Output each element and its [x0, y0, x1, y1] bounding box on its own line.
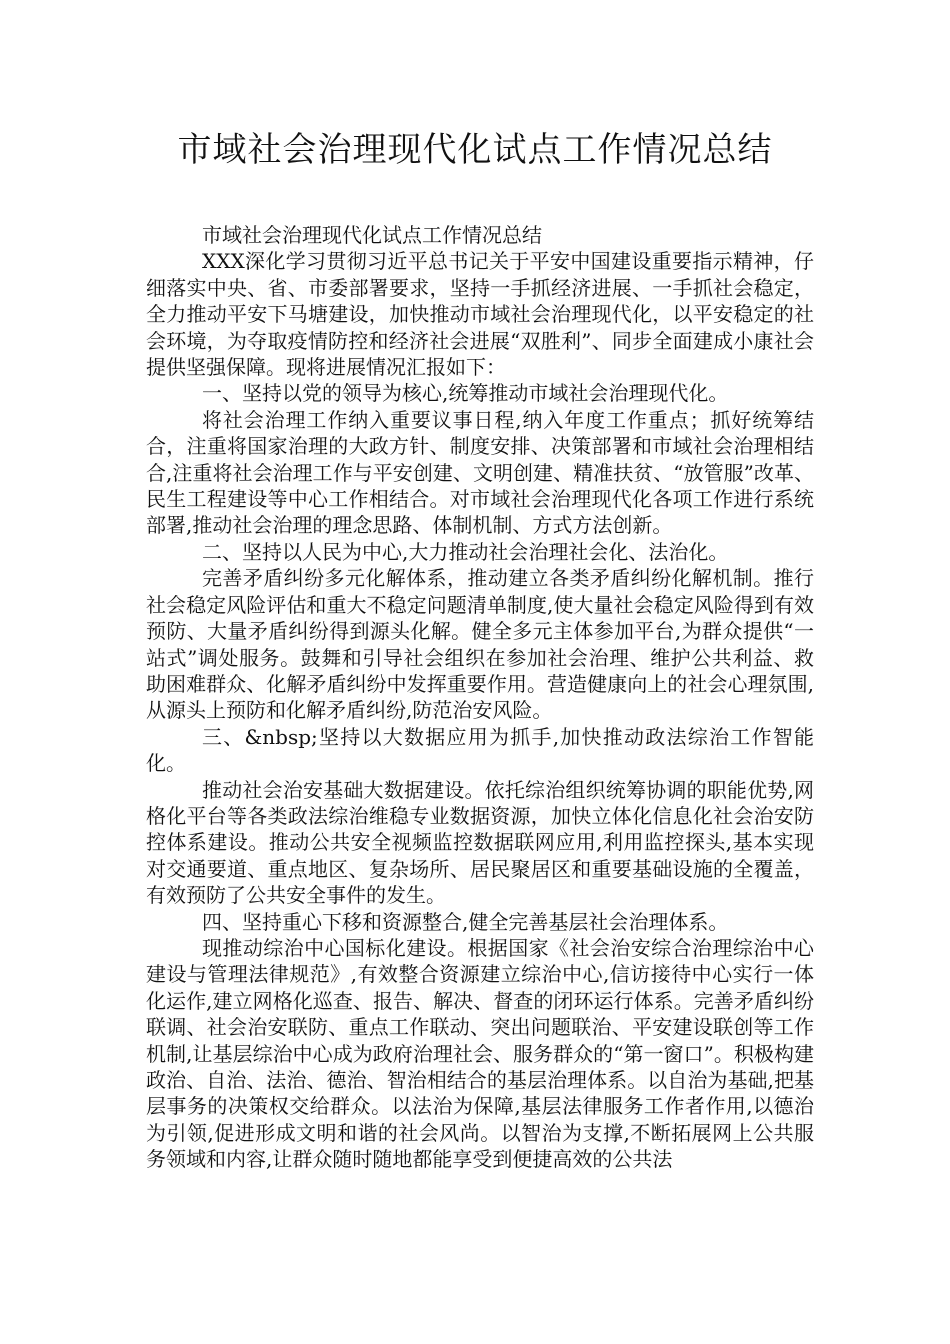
document-body	[146, 222, 814, 1173]
section-heading-2: 二、坚持以人民为中心,大力推动社会治理社会化、法治化。	[202, 539, 729, 564]
paragraph-section-3: 推动社会治安基础大数据建设。依托综治组织统筹协调的职能优势,网格化平台等各类政法综治维稳专业数据资源，加快立体化信息化社会治安防控体系建设。推动公共安全视频监控数据联网应用,利用监控探头,基本实现对交通要道、重点地区、复杂场所、居民聚居区和重要基础设施的全覆盖，有效预防了公共安全事件的发生。	[146, 777, 814, 908]
paragraph-intro: XXX深化学习贯彻习近平总书记关于平安中国建设重要指示精神，仔细落实中央、省、市委部署要求，坚持一手抓经济进展、一手抓社会稳定，全力推动平安下马塘建设，加快推动市域社会治理现代化，以平安稳定的社会环境，为夺取疫情防控和经济社会进展“双胜利”、同步全面建成小康社会提供坚强保障。现将进展情况汇报如下：	[146, 249, 814, 380]
section-heading-4: 四、坚持重心下移和资源整合,健全完善基层社会治理体系。	[202, 909, 729, 934]
paragraph-section-1: 将社会治理工作纳入重要议事日程,纳入年度工作重点；抓好统筹结合，注重将国家治理的大政方针、制度安排、决策部署和市域社会治理相结合,注重将社会治理工作与平安创建、文明创建、精准扶贫、“放管服”改革、民生工程建设等中心工作相结合。对市域社会治理现代化各项工作进行系统部署,推动社会治理的理念思路、体制机制、方式方法创新。	[146, 407, 814, 538]
paragraph-section-2: 完善矛盾纠纷多元化解体系，推动建立各类矛盾纠纷化解机制。推行社会稳定风险评估和重大不稳定问题清单制度,使大量社会稳定风险得到有效预防、大量矛盾纠纷得到源头化解。健全多元主体参加平台,为群众提供“一站式”调处服务。鼓舞和引导社会组织在参加社会治理、维护公共利益、救助困难群众、化解矛盾纠纷中发挥重要作用。营造健康向上的社会心理氛围,从源头上预防和化解矛盾纠纷,防范治安风险。	[146, 566, 814, 723]
paragraph-subtitle: 市域社会治理现代化试点工作情况总结	[202, 223, 542, 247]
section-heading-1: 一、坚持以党的领导为核心,统筹推动市域社会治理现代化。	[202, 381, 729, 406]
document-title: 市域社会治理现代化试点工作情况总结	[177, 130, 773, 170]
section-heading-3: 三、&nbsp;坚持以大数据应用为抓手,加快推动政法综治工作智能化。	[146, 724, 814, 776]
paragraph-section-4: 现推动综治中心国标化建设。根据国家《社会治安综合治理综治中心建设与管理法律规范》,有效整合资源建立综治中心,信访接待中心实行一体化运作,建立网格化巡查、报告、解决、督查的闭环运行体系。完善矛盾纠纷联调、社会治安联防、重点工作联动、突出问题联治、平安建设联创等工作机制,让基层综治中心成为政府治理社会、服务群众的“第一窗口”。积极构建政治、自治、法治、德治、智治相结合的基层治理体系。以自治为基础,把基层事务的决策权交给群众。以法治为保障,基层法律服务工作者作用,以德治为引领,促进形成文明和谐的社会风尚。以智治为支撑,不断拓展网上公共服务领域和内容,让群众随时随地都能享受到便捷高效的公共法	[146, 935, 814, 1172]
